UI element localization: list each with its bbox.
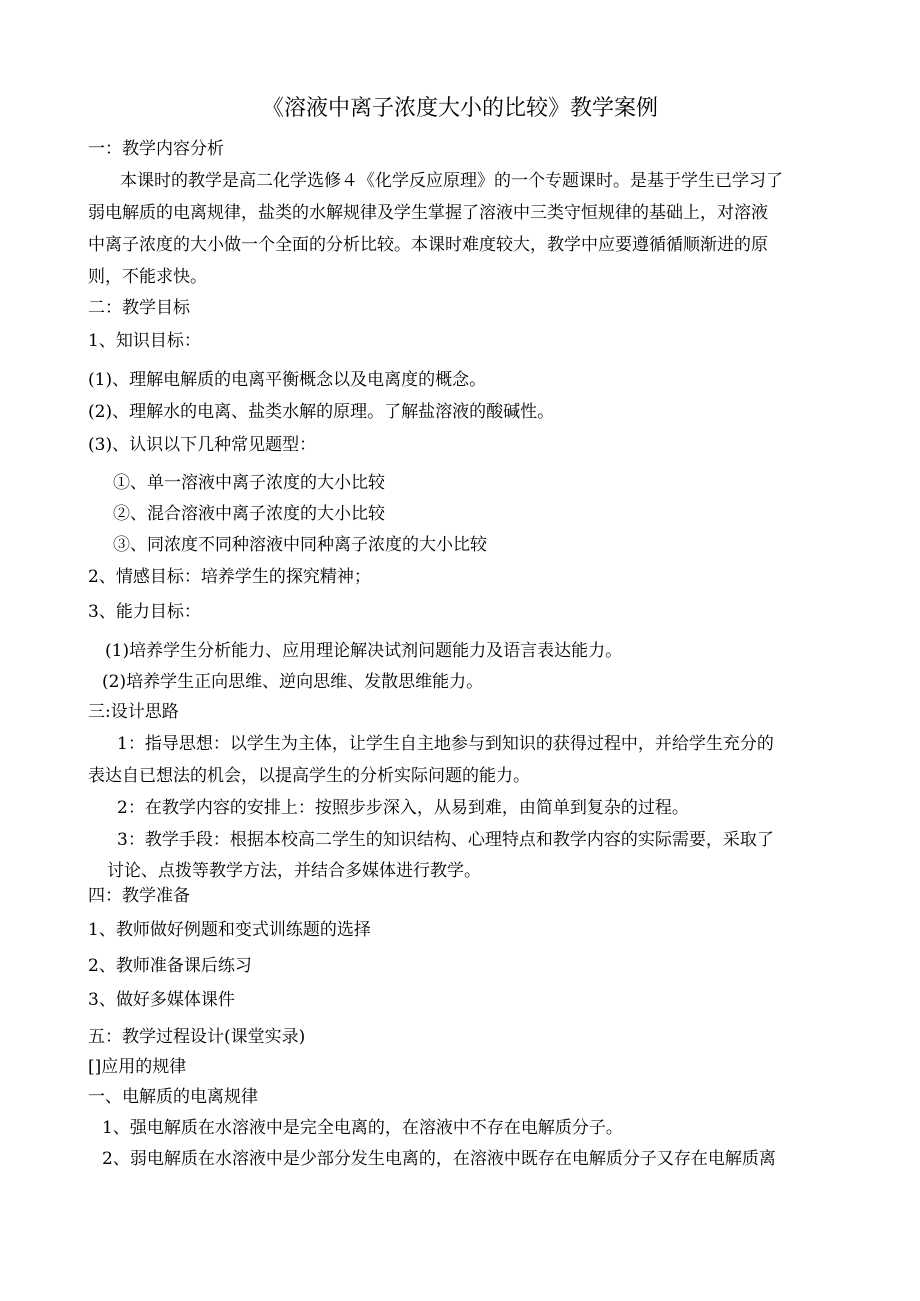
design-point-line: 1：指导思想：以学生为主体，让学生自主地参与到知识的获得过程中，并给学生充分的 xyxy=(117,734,774,754)
paragraph-line: 弱电解质的电离规律，盐类的水解规律及学生掌握了溶液中三类守恒规律的基础上，对溶液 xyxy=(88,203,768,223)
knowledge-goals-heading: 1、知识目标： xyxy=(88,331,201,351)
subsection-heading: []应用的规律 xyxy=(88,1057,187,1077)
design-point-line: 讨论、点拨等教学方法，并结合多媒体进行教学。 xyxy=(107,861,481,881)
paragraph-line: 则，不能求快。 xyxy=(88,267,207,287)
preparation-item: 1、教师做好例题和变式训练题的选择 xyxy=(88,920,371,940)
knowledge-goal-item: (3)、认识以下几种常见题型： xyxy=(88,435,317,455)
design-point-line: 表达自已想法的机会，以提高学生的分析实际问题的能力。 xyxy=(88,766,530,786)
ability-goals-heading: 3、能力目标： xyxy=(88,602,201,622)
section-heading-teaching-goals: 二：教学目标 xyxy=(88,298,190,318)
paragraph-line: 本课时的教学是高二化学选修４《化学反应原理》的一个专题课时。是基于学生已学习了 xyxy=(120,171,783,191)
question-type-item: ③、同浓度不同种溶液中同种离子浓度的大小比较 xyxy=(113,535,487,555)
preparation-item: 3、做好多媒体课件 xyxy=(88,990,235,1010)
section-heading-content-analysis: 一：教学内容分析 xyxy=(88,139,224,159)
ability-goal-item: (1)培养学生分析能力、应用理论解决试剂问题能力及语言表达能力。 xyxy=(105,641,623,661)
ability-goal-item: (2)培养学生正向思维、逆向思维、发散思维能力。 xyxy=(102,672,484,692)
question-type-item: ①、单一溶液中离子浓度的大小比较 xyxy=(113,473,385,493)
document-title: 《溶液中离子浓度大小的比较》教学案例 xyxy=(261,96,658,121)
design-point-line: 2：在教学内容的安排上：按照步步深入，从易到难，由简单到复杂的过程。 xyxy=(117,798,689,818)
paragraph-line: 中离子浓度的大小做一个全面的分析比较。本课时难度较大，教学中应要遵循循顺渐进的原 xyxy=(88,235,768,255)
emotion-goal: 2、情感目标：培养学生的探究精神； xyxy=(88,567,371,587)
preparation-item: 2、教师准备课后练习 xyxy=(88,956,252,976)
knowledge-goal-item: (1)、理解电解质的电离平衡概念以及电离度的概念。 xyxy=(88,370,487,390)
rule-item: 2、弱电解质在水溶液中是少部分发生电离的，在溶液中既存在电解质分子又存在电解质离 xyxy=(102,1149,776,1169)
section-heading-process: 五：教学过程设计(课堂实录) xyxy=(88,1027,306,1047)
question-type-item: ②、混合溶液中离子浓度的大小比较 xyxy=(113,504,385,524)
section-heading-preparation: 四：教学准备 xyxy=(88,886,190,906)
rule-item: 1、强电解质在水溶液中是完全电离的，在溶液中不存在电解质分子。 xyxy=(102,1118,623,1138)
part-heading: 一、电解质的电离规律 xyxy=(88,1087,258,1107)
section-heading-design-ideas: 三:设计思路 xyxy=(88,702,179,722)
design-point-line: 3：教学手段：根据本校高二学生的知识结构、心理特点和教学内容的实际需要，采取了 xyxy=(117,830,774,850)
knowledge-goal-item: (2)、理解水的电离、盐类水解的原理。了解盐溶液的酸碱性。 xyxy=(88,402,555,422)
